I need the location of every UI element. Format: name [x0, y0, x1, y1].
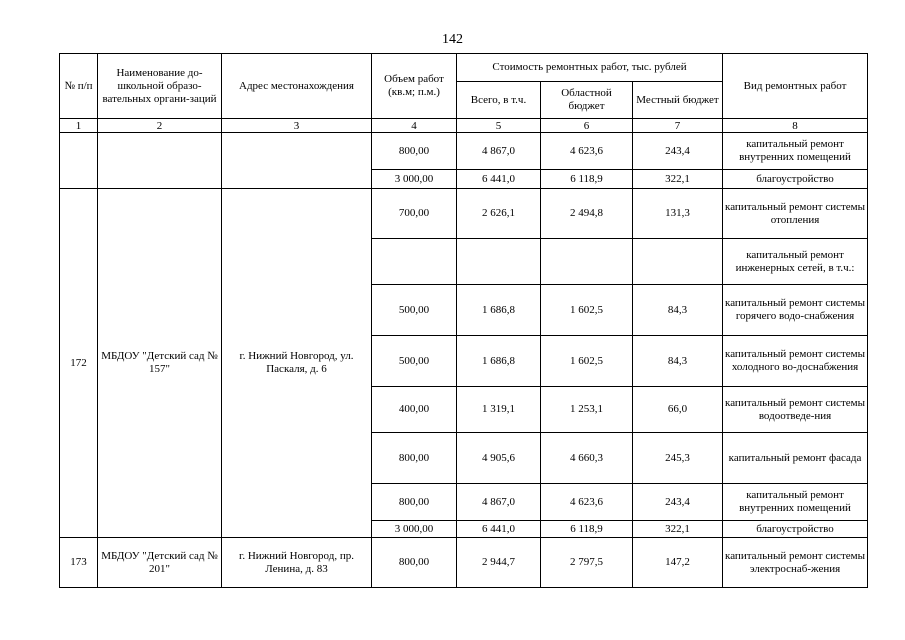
column-number-row	[60, 119, 868, 133]
col-number: 4	[372, 119, 457, 133]
header-row-top	[60, 54, 868, 82]
col-number: 1	[60, 119, 98, 133]
cell-volume: 500,00	[372, 285, 457, 336]
cell-volume: 800,00	[372, 538, 457, 588]
table-row	[60, 189, 868, 239]
cell-total: 2 944,7	[457, 538, 541, 588]
cell-volume: 3 000,00	[372, 170, 457, 189]
cell-regional: 2 494,8	[541, 189, 633, 239]
table-row	[60, 133, 868, 170]
page-number: 142	[442, 32, 463, 47]
header-cost-group: Стоимость ремонтных работ, тыс. рублей	[457, 54, 723, 82]
cell-work: капитальный ремонт системы водоотведе-ния	[723, 387, 868, 433]
header-regional: Областной бюджет	[541, 82, 633, 119]
cell-address	[222, 133, 372, 189]
cell-regional: 1 602,5	[541, 336, 633, 387]
cell-total: 1 686,8	[457, 285, 541, 336]
cell-volume: 800,00	[372, 484, 457, 521]
cell-no	[60, 133, 98, 189]
cell-total: 6 441,0	[457, 521, 541, 538]
cell-work: благоустройство	[723, 170, 868, 189]
cell-volume: 500,00	[372, 336, 457, 387]
header-no: № п/п	[60, 54, 98, 119]
cell-local: 245,3	[633, 433, 723, 484]
header-total: Всего, в т.ч.	[457, 82, 541, 119]
cell-total: 4 867,0	[457, 484, 541, 521]
cell-regional: 6 118,9	[541, 521, 633, 538]
col-number: 5	[457, 119, 541, 133]
cell-name: МБДОУ "Детский сад № 201"	[98, 538, 222, 588]
cell-volume: 3 000,00	[372, 521, 457, 538]
cell-work: капитальный ремонт фасада	[723, 433, 868, 484]
cell-regional: 4 623,6	[541, 484, 633, 521]
cell-address: г. Нижний Новгород, пр. Ленина, д. 83	[222, 538, 372, 588]
cell-local	[633, 239, 723, 285]
repair-works-table	[59, 53, 868, 588]
cell-regional: 1 253,1	[541, 387, 633, 433]
cell-volume	[372, 239, 457, 285]
cell-local: 131,3	[633, 189, 723, 239]
cell-total: 1 686,8	[457, 336, 541, 387]
header-address: Адрес местонахождения	[222, 54, 372, 119]
cell-local: 147,2	[633, 538, 723, 588]
col-number: 6	[541, 119, 633, 133]
cell-work: благоустройство	[723, 521, 868, 538]
cell-local: 243,4	[633, 133, 723, 170]
col-number: 8	[723, 119, 868, 133]
cell-total: 6 441,0	[457, 170, 541, 189]
cell-regional: 1 602,5	[541, 285, 633, 336]
cell-work: капитальный ремонт системы отопления	[723, 189, 868, 239]
cell-regional	[541, 239, 633, 285]
cell-work: капитальный ремонт системы электроснаб-жения	[723, 538, 868, 588]
cell-regional: 4 660,3	[541, 433, 633, 484]
cell-volume: 700,00	[372, 189, 457, 239]
cell-total: 4 905,6	[457, 433, 541, 484]
header-work-type: Вид ремонтных работ	[723, 54, 868, 119]
col-number: 7	[633, 119, 723, 133]
cell-local: 84,3	[633, 285, 723, 336]
cell-total	[457, 239, 541, 285]
header-volume: Объем работ (кв.м; п.м.)	[372, 54, 457, 119]
header-name: Наименование до-школьной образо-вательных органи-заций	[98, 54, 222, 119]
cell-work: капитальный ремонт внутренних помещений	[723, 484, 868, 521]
cell-name: МБДОУ "Детский сад № 157"	[98, 189, 222, 538]
col-number: 3	[222, 119, 372, 133]
col-number: 2	[98, 119, 222, 133]
cell-total: 2 626,1	[457, 189, 541, 239]
cell-local: 322,1	[633, 170, 723, 189]
cell-regional: 4 623,6	[541, 133, 633, 170]
cell-local: 322,1	[633, 521, 723, 538]
cell-volume: 800,00	[372, 433, 457, 484]
cell-local: 243,4	[633, 484, 723, 521]
table-row	[60, 538, 868, 588]
cell-no: 172	[60, 189, 98, 538]
cell-volume: 800,00	[372, 133, 457, 170]
cell-work: капитальный ремонт внутренних помещений	[723, 133, 868, 170]
cell-local: 84,3	[633, 336, 723, 387]
cell-name	[98, 133, 222, 189]
cell-total: 4 867,0	[457, 133, 541, 170]
cell-local: 66,0	[633, 387, 723, 433]
cell-regional: 2 797,5	[541, 538, 633, 588]
cell-regional: 6 118,9	[541, 170, 633, 189]
cell-volume: 400,00	[372, 387, 457, 433]
cell-work: капитальный ремонт инженерных сетей, в т.ч.:	[723, 239, 868, 285]
cell-work: капитальный ремонт системы горячего водо-снабжения	[723, 285, 868, 336]
cell-work: капитальный ремонт системы холодного во-доснабжения	[723, 336, 868, 387]
header-local: Местный бюджет	[633, 82, 723, 119]
cell-address: г. Нижний Новгород, ул. Паскаля, д. 6	[222, 189, 372, 538]
cell-no: 173	[60, 538, 98, 588]
cell-total: 1 319,1	[457, 387, 541, 433]
